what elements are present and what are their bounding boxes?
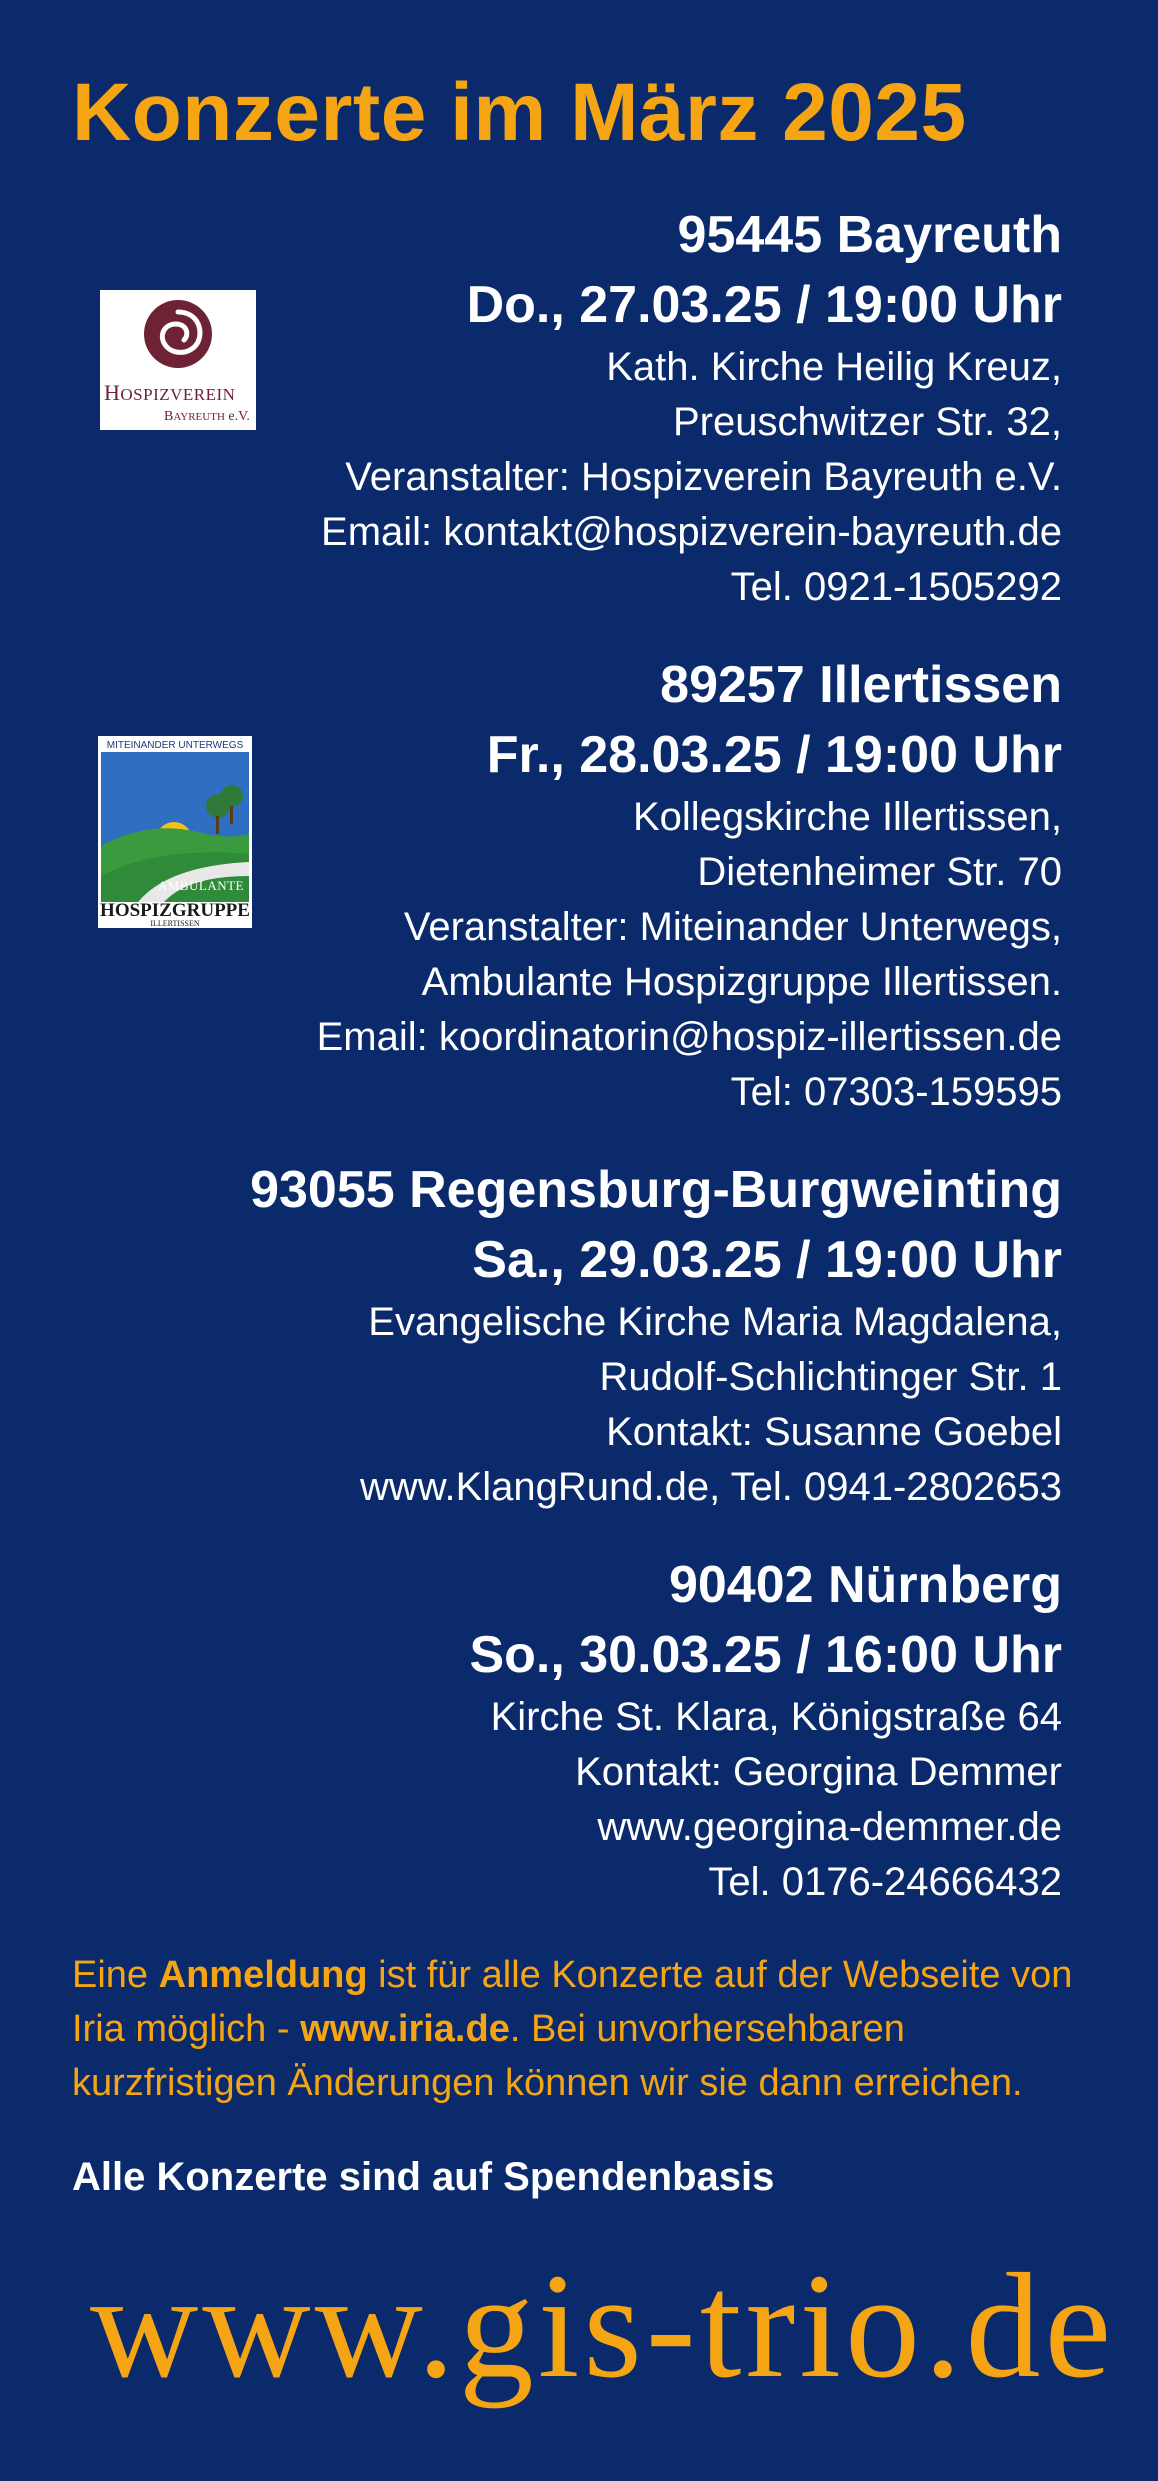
page-title: Konzerte im März 2025 <box>72 67 967 158</box>
svg-text:HOSPIZGRUPPE: HOSPIZGRUPPE <box>100 900 250 921</box>
concert-city: 93055 Regensburg-Burgweinting <box>250 1161 1062 1219</box>
landscape-icon <box>98 736 252 928</box>
address-line: Rudolf-Schlichtinger Str. 1 <box>599 1355 1062 1399</box>
phone-line: Tel: 07303-159595 <box>730 1070 1062 1114</box>
svg-text:ILLERTISSEN: ILLERTISSEN <box>150 919 200 928</box>
donation-note: Alle Konzerte sind auf Spendenbasis <box>72 2155 775 2199</box>
venue-line: Kollegskirche Illertissen, <box>632 795 1062 839</box>
notice-text: . Bei unvorhersehbaren kurzfristigen Änderungen können wir sie dann erreichen. <box>72 2008 1023 2104</box>
address-line: Preuschwitzer Str. 32, <box>672 400 1062 444</box>
registration-notice <box>72 1948 1092 2110</box>
hospizgruppe-illertissen-logo <box>98 736 252 928</box>
concert-illertissen <box>317 650 1062 1120</box>
website-url[interactable]: www.gis-trio.de <box>90 2243 1116 2409</box>
organizer-line: Veranstalter: Miteinander Unterwegs, <box>403 905 1062 949</box>
concert-date: So., 30.03.25 / 16:00 Uhr <box>469 1626 1062 1684</box>
svg-text:HOSPIZVEREIN: HOSPIZVEREIN <box>104 380 236 405</box>
contact-line: Kontakt: Susanne Goebel <box>606 1410 1062 1454</box>
spiral-icon <box>100 290 256 430</box>
concert-city: 89257 Illertissen <box>660 656 1062 714</box>
hospizverein-bayreuth-logo <box>100 290 256 430</box>
concert-city: 90402 Nürnberg <box>668 1556 1062 1614</box>
concert-date: Fr., 28.03.25 / 19:00 Uhr <box>486 726 1062 784</box>
address-line: Dietenheimer Str. 70 <box>697 850 1062 894</box>
organizer-line: Veranstalter: Hospizverein Bayreuth e.V. <box>345 455 1062 499</box>
notice-text: Eine <box>72 1954 159 1996</box>
email-line: Email: kontakt@hospizverein-bayreuth.de <box>321 510 1062 554</box>
email-line: Email: koordinatorin@hospiz-illertissen.de <box>316 1015 1062 1059</box>
svg-text:MITEINANDER UNTERWEGS: MITEINANDER UNTERWEGS <box>106 740 244 751</box>
notice-anmeldung: Anmeldung <box>158 1954 368 1996</box>
web-line: www.georgina-demmer.de <box>597 1805 1062 1849</box>
notice-iria-link[interactable]: www.iria.de <box>300 2008 510 2050</box>
concert-regensburg <box>250 1155 1062 1515</box>
venue-line: Evangelische Kirche Maria Magdalena, <box>368 1300 1062 1344</box>
web-phone-line: www.KlangRund.de, Tel. 0941-2802653 <box>360 1465 1062 1509</box>
concert-nuernberg <box>469 1550 1062 1910</box>
concert-date: Sa., 29.03.25 / 19:00 Uhr <box>472 1231 1062 1289</box>
organizer-line-2: Ambulante Hospizgruppe Illertissen. <box>421 960 1062 1004</box>
phone-line: Tel. 0176-24666432 <box>708 1860 1062 1904</box>
phone-line: Tel. 0921-1505292 <box>730 565 1062 609</box>
venue-line: Kath. Kirche Heilig Kreuz, <box>606 345 1062 389</box>
concert-date: Do., 27.03.25 / 19:00 Uhr <box>466 276 1062 334</box>
contact-line: Kontakt: Georgina Demmer <box>575 1750 1062 1794</box>
concert-city: 95445 Bayreuth <box>677 206 1062 264</box>
notice-text: ist für alle Konzerte auf der Webseite von Iria möglich - <box>72 1954 1073 2050</box>
svg-text:BAYREUTH e.V.: BAYREUTH e.V. <box>164 409 250 424</box>
venue-line: Kirche St. Klara, Königstraße 64 <box>490 1695 1062 1739</box>
svg-text:AMBULANTE: AMBULANTE <box>157 878 244 893</box>
concert-bayreuth <box>321 200 1062 615</box>
